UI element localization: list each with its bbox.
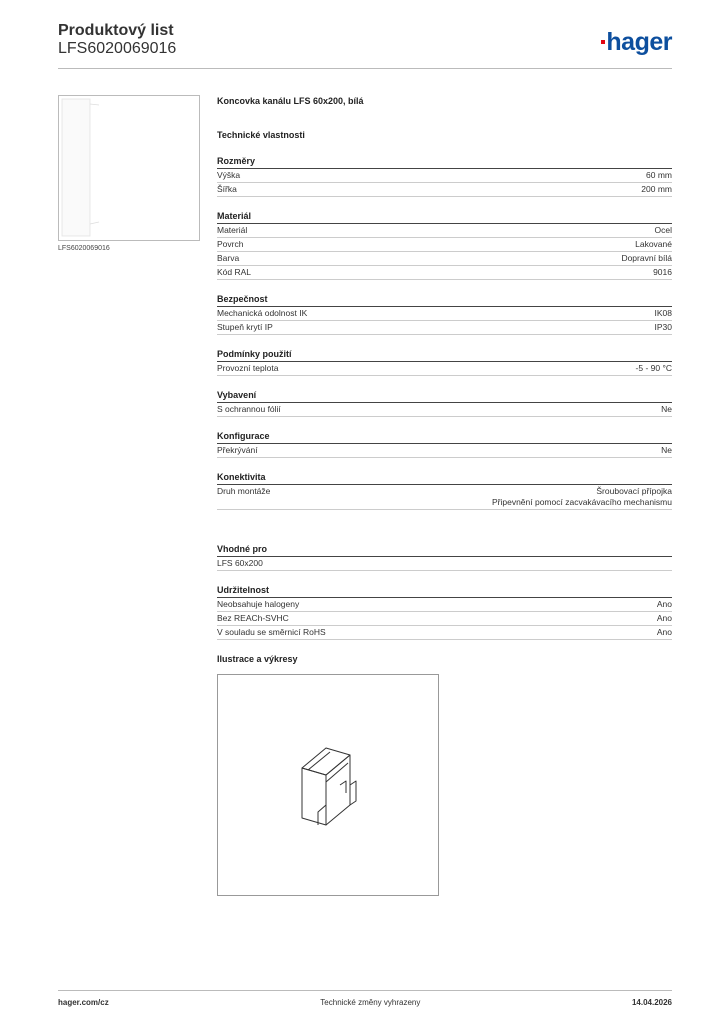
document-title: Produktový list xyxy=(58,22,174,39)
section-title: Konektivita xyxy=(217,472,672,485)
product-title: Koncovka kanálu LFS 60x200, bílá xyxy=(217,96,364,106)
spec-row: LFS 60x200 xyxy=(217,557,672,571)
spec-row: Kód RAL 9016 xyxy=(217,266,672,280)
thumbnail-caption: LFS6020069016 xyxy=(58,245,110,252)
logo-dot-icon xyxy=(601,40,605,44)
product-code: LFS6020069016 xyxy=(58,40,177,57)
section-title: Udržitelnost xyxy=(217,585,672,598)
page-header xyxy=(58,22,672,58)
section-material xyxy=(217,211,672,280)
technical-properties-heading: Technické vlastnosti xyxy=(217,130,305,140)
spec-row: Bez REACh-SVHC Ano xyxy=(217,612,672,626)
disclaimer: Technické změny vyhrazeny xyxy=(320,998,421,1007)
page-footer xyxy=(58,998,672,1007)
spec-row: Výška 60 mm xyxy=(217,169,672,183)
spec-row: Povrch Lakované xyxy=(217,238,672,252)
spec-row: Šířka 200 mm xyxy=(217,183,672,197)
section-safety xyxy=(217,294,672,335)
end-cap-drawing-icon xyxy=(218,675,438,895)
product-thumbnail xyxy=(58,95,200,241)
section-title: Rozměry xyxy=(217,156,672,169)
section-title: Vybavení xyxy=(217,390,672,403)
illustration-drawing xyxy=(217,674,439,896)
date: 14.04.2026 xyxy=(631,998,672,1007)
spec-row: Stupeň krytí IP IP30 xyxy=(217,321,672,335)
section-title: Podmínky použití xyxy=(217,349,672,362)
spec-row: Materiál Ocel xyxy=(217,224,672,238)
section-title: Vhodné pro xyxy=(217,544,672,557)
section-title: Materiál xyxy=(217,211,672,224)
section-sustainability xyxy=(217,585,672,640)
section-dimensions xyxy=(217,156,672,197)
website-link[interactable]: hager.com/cz xyxy=(58,998,109,1007)
spec-row: Překrývání Ne xyxy=(217,444,672,458)
section-title: Bezpečnost xyxy=(217,294,672,307)
section-connectivity xyxy=(217,472,672,510)
footer-divider xyxy=(58,990,672,991)
header-divider xyxy=(58,68,672,69)
spec-row: Barva Dopravní bílá xyxy=(217,252,672,266)
spec-row: V souladu se směrnicí RoHS Ano xyxy=(217,626,672,640)
section-equipment xyxy=(217,390,672,417)
section-title: Konfigurace xyxy=(217,431,672,444)
section-conditions xyxy=(217,349,672,376)
spec-row: Neobsahuje halogeny Ano xyxy=(217,598,672,612)
spec-row: S ochrannou fólií Ne xyxy=(217,403,672,417)
specifications xyxy=(217,96,672,896)
illustrations-heading: Ilustrace a výkresy xyxy=(217,654,298,664)
spec-row: Mechanická odolnost IK IK08 xyxy=(217,307,672,321)
spec-row: Druh montáže Šroubovací přípojka Připevnění pomocí zacvakávacího mechanismu xyxy=(217,485,672,510)
hager-logo: hager xyxy=(601,28,672,57)
end-cap-thumbnail-icon xyxy=(59,96,199,240)
section-configuration xyxy=(217,431,672,458)
spec-row: Provozní teplota -5 - 90 °C xyxy=(217,362,672,376)
section-suitable-for xyxy=(217,544,672,571)
